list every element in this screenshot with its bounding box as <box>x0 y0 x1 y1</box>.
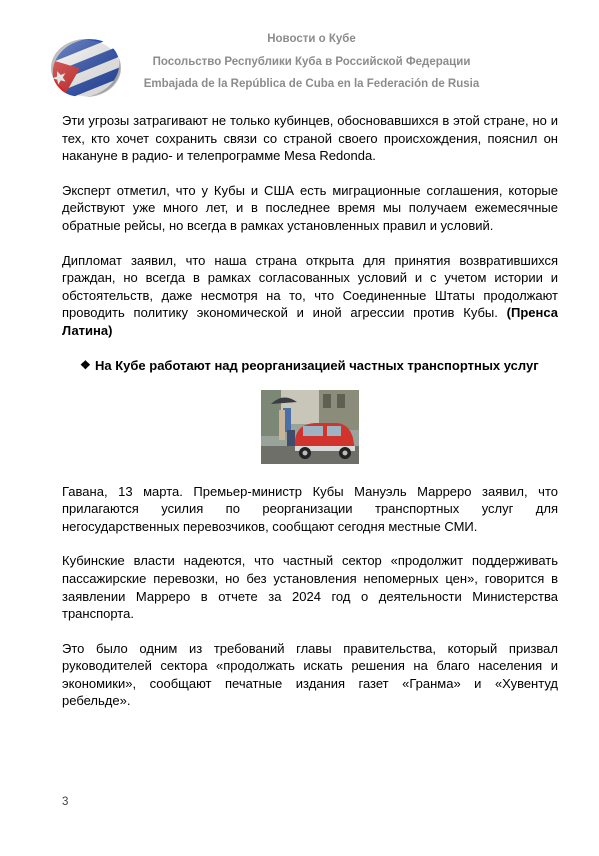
article2-headline <box>62 357 558 374</box>
header-embassy-ru: Посольство Республики Куба в Российской Федерации <box>152 56 471 68</box>
header-embassy-es: Embajada de la República de Cuba en la Federación de Rusia <box>143 78 480 90</box>
page-number: 3 <box>62 796 69 808</box>
header-title: Новости о Кубе <box>267 33 356 45</box>
article1-paragraph-2: Эксперт отметил, что у Кубы и США есть миграционные соглашения, которые действуют уже много лет, и в последнее время мы получаем ежемесячные обратные рейсы, но всегда в рамках установленных правил и условий. <box>62 182 558 233</box>
article1-paragraph-1: Эти угрозы затрагивают не только кубинцев, обосновавшихся в этой стране, но и тех, кто хочет сохранить связи со страной своего происхождения, пояснил он накануне в радио- и телепрограмме Mesa Redonda. <box>62 113 558 164</box>
street-photo-red-car <box>261 390 359 464</box>
article1-paragraph-3 <box>62 252 558 340</box>
article2-paragraph-1: Гавана, 13 марта. Премьер-министр Кубы Мануэль Марреро заявил, что прилагаются усилия по реорганизации транспортных услуг для негосударственных перевозчиков, сообщают сегодня местные СМИ. <box>62 483 558 534</box>
article1-paragraph-3-text: Дипломат заявил, что наша страна открыта для принятия возвратившихся граждан, но всегда в рамках согласованных условий и с учетом истории и обстоятельств, даже несмотря на то, что Соединенные Штаты продолжают проводить политику экономической и иной агрессии против Кубы. <box>62 252 558 321</box>
diamond-bullet-icon: ❖ <box>80 357 91 372</box>
page-content <box>62 112 558 727</box>
article2-paragraph-2: Кубинские власти надеются, что частный сектор «продолжит поддерживать пассажирские перевозки, но без установления непомерных цен», говорится в заявлении Марреро в отчете за 2024 год о деятельности Министерства транспорта. <box>62 553 558 622</box>
article1-source: (Пренса Латина) <box>62 305 558 338</box>
article2-headline-text: На Кубе работают над реорганизацией частных транспортных услуг <box>95 357 539 373</box>
article2-paragraph-3: Это было одним из требований главы правительства, который призвал руководителей сектора «продолжать искать решения на благо населения и экономики», сообщают печатные издания газет «Гранма» и «Хувентуд ребельде». <box>62 640 558 709</box>
page-header <box>0 0 599 100</box>
